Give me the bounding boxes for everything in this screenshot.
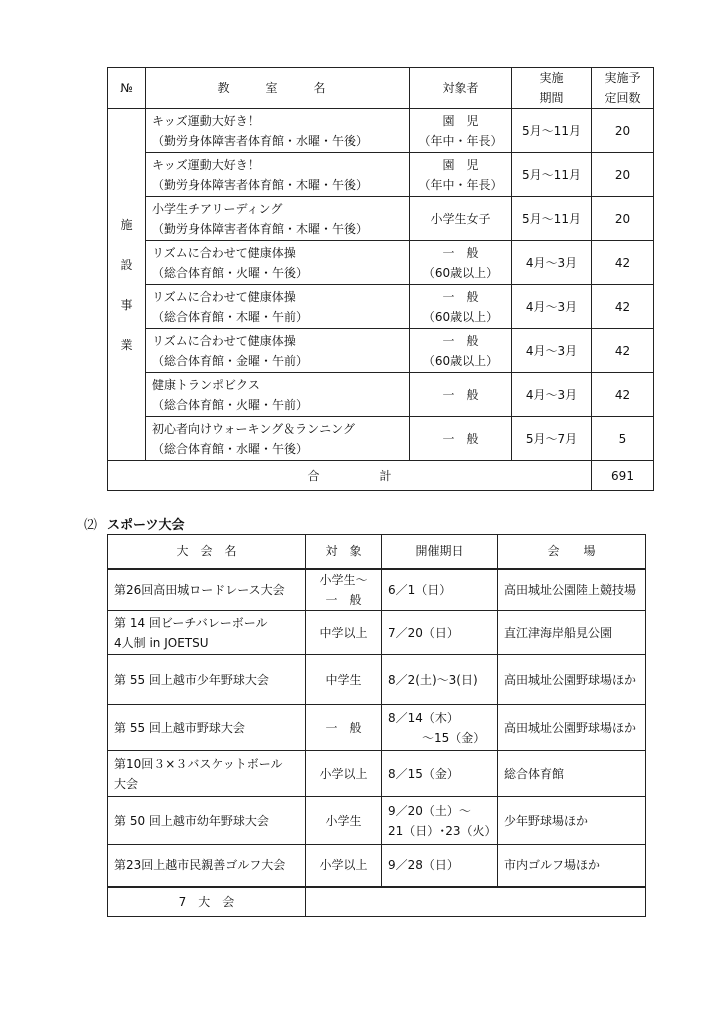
venue-cell: 市内ゴルフ場ほか [498,845,646,887]
header-count-line2: 定回数 [604,91,641,105]
target-line: 一 般 [325,592,362,607]
group-label-char: 設 [120,257,133,272]
tournament-name [108,655,306,705]
venue-cell: 高田城址公園野球場ほか [498,705,646,751]
table-row [108,241,654,285]
total-row [108,887,646,917]
date-cell [382,655,498,705]
group-label-char: 事 [120,297,133,312]
tournament-name [108,845,306,887]
period-cell: 5月～11月 [512,109,592,153]
header-target: 対 象 [306,535,382,569]
target-cell: 小学生 [306,797,382,845]
date-cell [382,797,498,845]
classroom-name [146,241,410,285]
count-cell: 20 [592,197,654,241]
period-cell: 5月～7月 [512,417,592,461]
target-cell [410,329,512,373]
classroom-name [146,329,410,373]
table-row [108,655,646,705]
count-cell: 20 [592,109,654,153]
table-row [108,109,654,153]
date-cell [382,845,498,887]
classroom-title: キッズ運動大好き！ [152,113,260,128]
classroom-name [146,417,410,461]
table-row [108,611,646,655]
target-cell [410,153,512,197]
section-number: ⑵ [84,518,98,533]
date-line: 21（日）･23（火） [388,823,497,838]
venue-cell: 高田城址公園野球場ほか [498,655,646,705]
table-row [108,329,654,373]
period-cell: 5月～11月 [512,153,592,197]
date-line: 9／20（土）～ [388,803,471,818]
target-cell: 小学以上 [306,845,382,887]
classroom-name [146,197,410,241]
target-cell [410,109,512,153]
target-line: 園 児 [442,113,479,128]
tournament-name-line: 第10回３×３バスケットボール [114,756,283,771]
date-line: 6／1（日） [388,582,452,597]
classroom-detail: （総合体育館・火曜・午後） [152,265,309,280]
classroom-name [146,109,410,153]
count-cell: 42 [592,373,654,417]
total-label: 7 大 会 [108,887,306,917]
venue-cell: 直江津海岸船見公園 [498,611,646,655]
classroom-name [146,153,410,197]
sports-tournament-table [107,534,646,917]
target-cell: 中学以上 [306,611,382,655]
target-cell: 一 般 [306,705,382,751]
header-classroom: 教 室 名 [146,68,410,109]
section-title [84,514,185,533]
header-tournament-name: 大 会 名 [108,535,306,569]
tournament-name-line: 4人制 in JOETSU [114,635,209,650]
classroom-title: リズムに合わせて健康体操 [152,245,296,260]
tournament-name [108,797,306,845]
target-cell [410,241,512,285]
section-title-text: スポーツ大会 [107,518,185,533]
target-line: （60歳以上） [422,265,499,280]
target-line: （60歳以上） [422,309,499,324]
date-cell [382,611,498,655]
period-cell: 4月～3月 [512,329,592,373]
classroom-title: 小学生チアリーディング [152,201,283,216]
tournament-name-line: 第 14 回ビーチバレーボール [114,615,268,630]
period-cell: 5月～11月 [512,197,592,241]
target-cell [410,285,512,329]
count-cell: 20 [592,153,654,197]
target-line: 一 般 [442,245,479,260]
tournament-name-line: 第 55 回上越市野球大会 [114,720,245,735]
target-line: 小学生～ [319,572,368,587]
tournament-name-line: 第 55 回上越市少年野球大会 [114,672,269,687]
venue-cell: 少年野球場ほか [498,797,646,845]
table-row [108,845,646,887]
target-line: （60歳以上） [422,353,499,368]
group-label-char: 業 [120,337,133,352]
table-row [108,197,654,241]
venue-cell: 高田城址公園陸上競技場 [498,569,646,611]
date-line: 9／28（日） [388,858,459,873]
group-label-char: 施 [120,217,133,232]
tournament-name-line: 第26回高田城ロードレース大会 [114,582,285,597]
period-cell: 4月～3月 [512,373,592,417]
header-venue: 会 場 [498,535,646,569]
tournament-name [108,569,306,611]
target-cell: 中学生 [306,655,382,705]
tournament-name-line: 第 50 回上越市幼年野球大会 [114,813,269,828]
target-cell: 小学生女子 [410,197,512,241]
target-cell: 小学以上 [306,751,382,797]
classroom-title: リズムに合わせて健康体操 [152,289,296,304]
date-cell [382,705,498,751]
classroom-title: リズムに合わせて健康体操 [152,333,296,348]
table-row [108,285,654,329]
classroom-detail: （勤労身体障害者体育館・木曜・午後） [152,177,369,192]
tournament-name [108,611,306,655]
target-line: 一 般 [442,333,479,348]
classroom-name [146,285,410,329]
header-date: 開催期日 [382,535,498,569]
header-target: 対象者 [410,68,512,109]
target-cell: 一 般 [410,373,512,417]
date-line: 8／2(土)～3(日) [388,672,478,687]
header-period [512,68,592,109]
tournament-name [108,751,306,797]
group-label [108,109,146,461]
table-row [108,797,646,845]
classroom-detail: （総合体育館・水曜・午後） [152,441,309,456]
target-line: （年中・年長） [418,177,503,192]
count-cell: 42 [592,329,654,373]
header-count [592,68,654,109]
target-line: 園 児 [442,157,479,172]
classroom-title: キッズ運動大好き！ [152,157,260,172]
total-label: 合 計 [108,461,592,491]
classroom-detail: （勤労身体障害者体育館・水曜・午後） [152,133,369,148]
table-row [108,705,646,751]
classroom-title: 初心者向けウォーキング＆ランニング [152,421,355,436]
classroom-detail: （総合体育館・木曜・午前） [152,309,309,324]
date-line: 8／14（木） [388,710,459,725]
header-no: № [108,68,146,109]
tournament-name-line: 第23回上越市民親善ゴルフ大会 [114,858,286,873]
table-row [108,569,646,611]
target-cell [306,569,382,611]
count-cell: 5 [592,417,654,461]
classroom-title: 健康トランポビクス [152,377,260,392]
target-cell: 一 般 [410,417,512,461]
date-line: 8／15（金） [388,766,459,781]
count-cell: 42 [592,285,654,329]
header-count-line1: 実施予 [604,71,641,85]
table-row [108,751,646,797]
total-row [108,461,654,491]
table-row [108,417,654,461]
tournament-name-line: 大会 [114,776,139,791]
classroom-detail: （総合体育館・金曜・午前） [152,353,309,368]
total-value: 691 [592,461,654,491]
facility-program-table [107,67,654,491]
header-period-line1: 実施 [539,71,564,85]
date-line: 7／20（日） [388,625,459,640]
table-row [108,373,654,417]
period-cell: 4月～3月 [512,285,592,329]
date-cell [382,751,498,797]
date-line: ～15（金） [422,730,486,745]
date-cell [382,569,498,611]
venue-cell: 総合体育館 [498,751,646,797]
period-cell: 4月～3月 [512,241,592,285]
classroom-detail: （総合体育館・火曜・午前） [152,397,309,412]
classroom-name [146,373,410,417]
header-period-line2: 期間 [539,91,564,105]
target-line: 一 般 [442,289,479,304]
total-empty-cell [306,887,646,917]
classroom-detail: （勤労身体障害者体育館・木曜・午後） [152,221,369,236]
tournament-name [108,705,306,751]
count-cell: 42 [592,241,654,285]
table-row [108,153,654,197]
target-line: （年中・年長） [418,133,503,148]
